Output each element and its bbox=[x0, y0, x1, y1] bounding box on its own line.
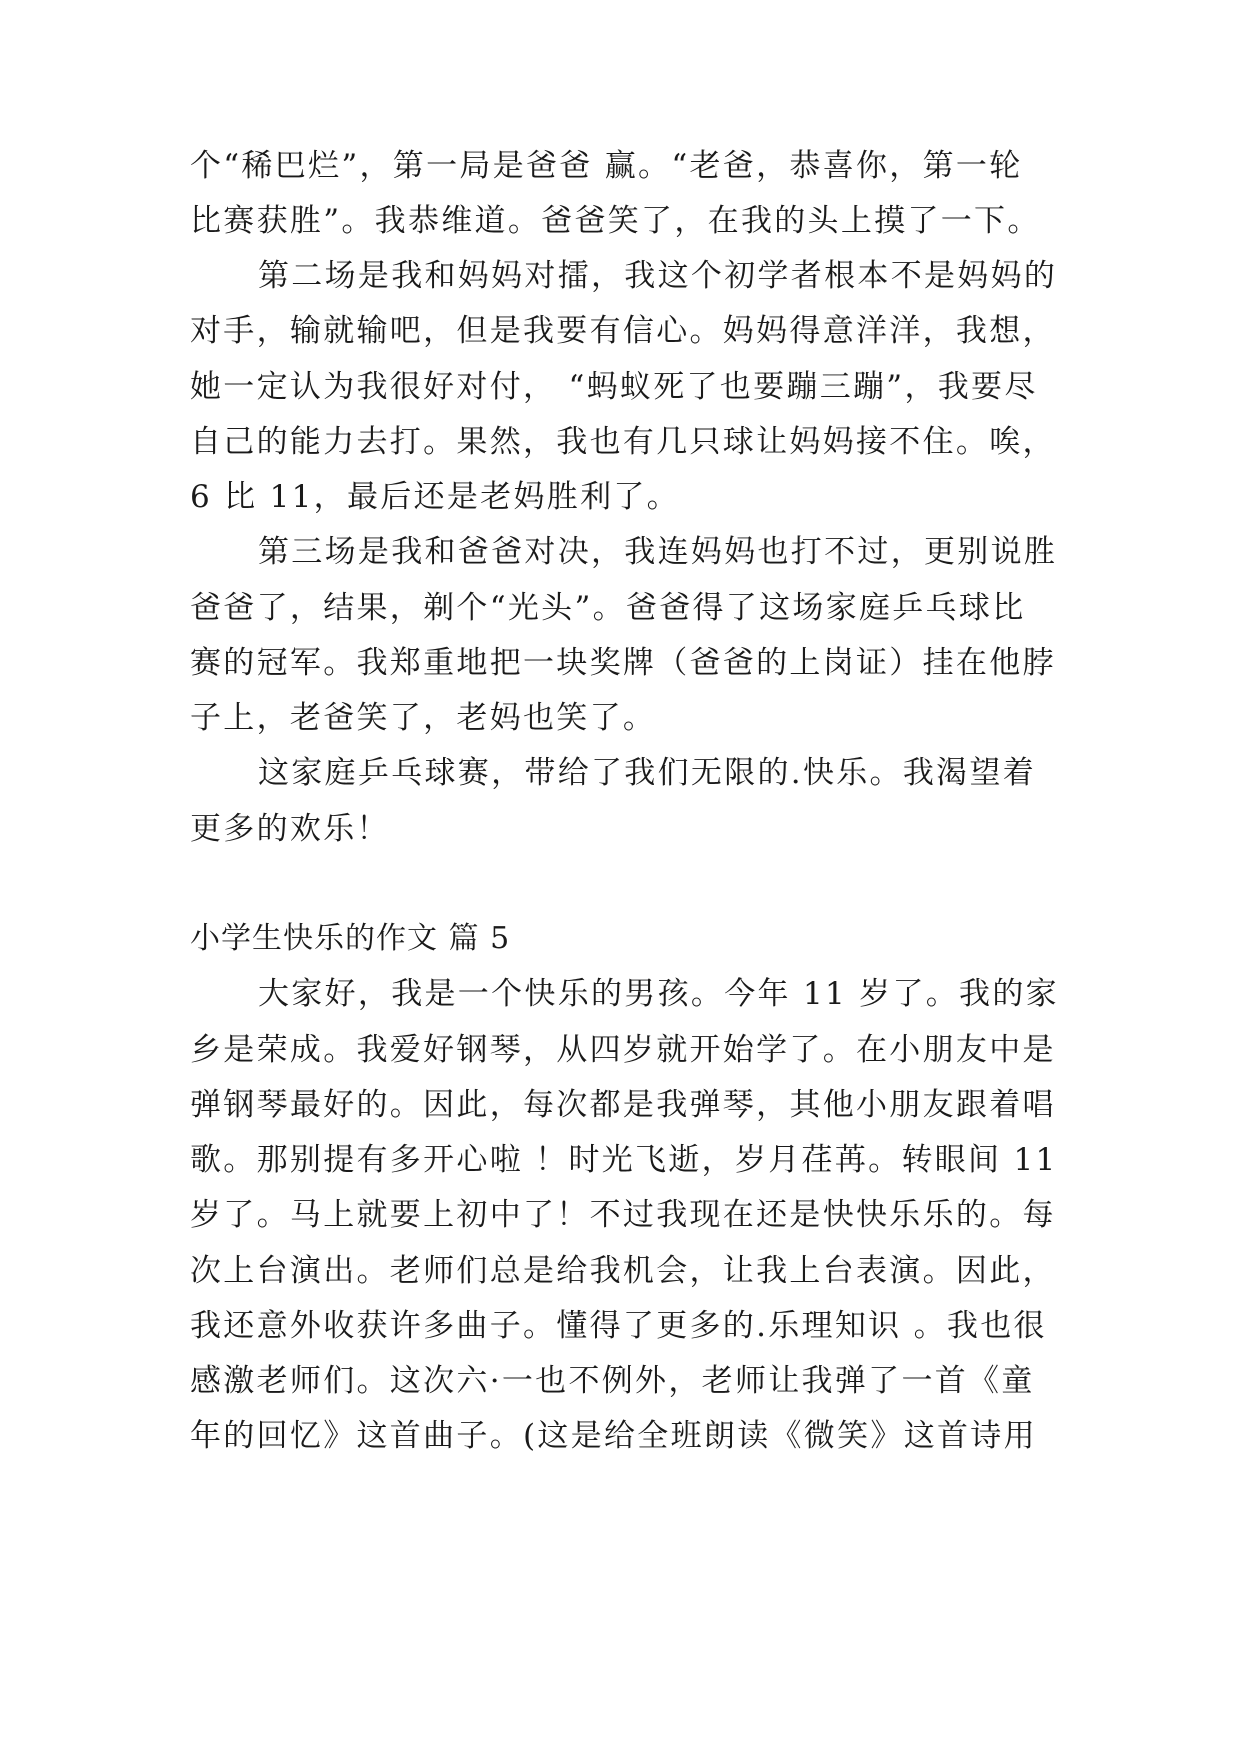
paragraph-line: 岁了。马上就要上初中了！不过我现在还是快快乐乐的。每 bbox=[190, 1197, 1056, 1233]
paragraph-line: 次上台演出。老师们总是给我机会，让我上台表演。因此， bbox=[190, 1253, 1056, 1289]
paragraph-line: 她一定认为我很好对付， “蚂蚁死了也要蹦三蹦”，我要尽 bbox=[190, 369, 1038, 405]
paragraph-line: 爸爸了，结果，剃个“光头”。爸爸得了这场家庭乒乓球比 bbox=[190, 590, 1026, 626]
paragraph-line: 乡是荣成。我爱好钢琴，从四岁就开始学了。在小朋友中是 bbox=[190, 1032, 1056, 1068]
paragraph-line: 个“稀巴烂”，第一局是爸爸 赢。“老爸，恭喜你，第一轮 bbox=[190, 148, 1023, 184]
paragraph-line: 比赛获胜”。我恭维道。爸爸笑了，在我的头上摸了一下。 bbox=[190, 203, 1041, 239]
paragraph-line: 第二场是我和妈妈对擂，我这个初学者根本不是妈妈的 bbox=[258, 258, 1058, 294]
paragraph-line: 子上，老爸笑了，老妈也笑了。 bbox=[190, 700, 657, 736]
paragraph-line: 这家庭乒乓球赛，带给了我们无限的.快乐。我渴望着 bbox=[258, 755, 1037, 791]
paragraph-line: 弹钢琴最好的。因此，每次都是我弹琴，其他小朋友跟着唱 bbox=[190, 1087, 1056, 1123]
paragraph-line: 对手，输就输吧，但是我要有信心。妈妈得意洋洋，我想， bbox=[190, 313, 1056, 349]
paragraph-line: 大家好，我是一个快乐的男孩。今年 11 岁了。我的家 bbox=[258, 976, 1059, 1012]
paragraph-line: 第三场是我和爸爸对决，我连妈妈也打不过，更别说胜 bbox=[258, 534, 1058, 570]
paragraph-line: 歌。那别提有多开心啦 ！时光飞逝，岁月荏苒。转眼间 11 bbox=[190, 1142, 1058, 1178]
paragraph-line: 自己的能力去打。果然，我也有几只球让妈妈接不住。唉， bbox=[190, 424, 1056, 460]
paragraph-line: 感激老师们。这次六·一也不例外，老师让我弹了一首《童 bbox=[190, 1363, 1035, 1399]
section-heading: 小学生快乐的作文 篇 5 bbox=[190, 921, 511, 956]
paragraph-line: 赛的冠军。我郑重地把一块奖牌（爸爸的上岗证）挂在他脖 bbox=[190, 645, 1056, 681]
paragraph-line: 6 比 11，最后还是老妈胜利了。 bbox=[190, 479, 680, 515]
paragraph-line: 年的回忆》这首曲子。(这是给全班朗读《微笑》这首诗用 bbox=[190, 1418, 1037, 1454]
paragraph-line: 我还意外收获许多曲子。懂得了更多的.乐理知识 。我也很 bbox=[190, 1308, 1047, 1344]
paragraph-line: 更多的欢乐！ bbox=[190, 811, 390, 847]
